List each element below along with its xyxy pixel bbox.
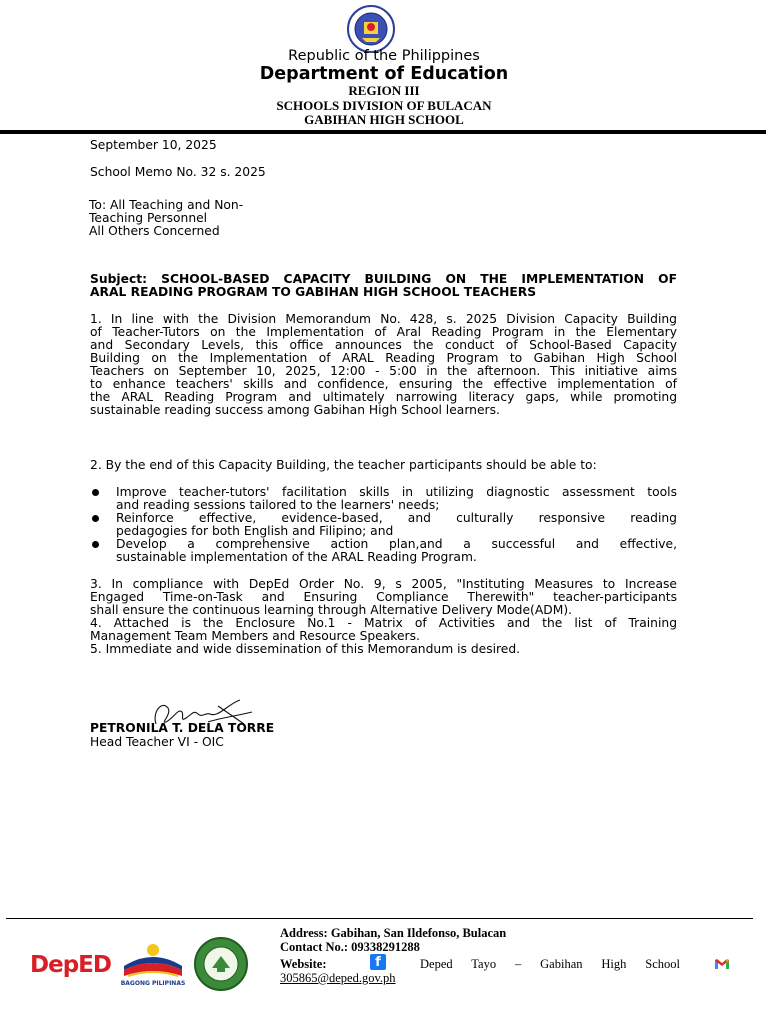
deped-seal-icon xyxy=(340,4,402,54)
contact-value: 09338291288 xyxy=(351,940,420,954)
memo-number: School Memo No. 32 s. 2025 xyxy=(90,165,266,179)
to-line-1: To: All Teaching and Non- xyxy=(89,198,244,212)
paragraph-3-line: 3. In compliance with DepEd Order No. 9, s 2005, "Instituting Measures to Increase xyxy=(90,577,677,591)
paragraph-4 xyxy=(90,617,677,643)
bullet-line: Reinforce effective, evidence-based, and culturally responsive reading xyxy=(116,511,677,525)
website-label: Website: xyxy=(280,957,327,971)
contact-label: Contact No.: xyxy=(280,940,349,954)
paragraph-1-line: the ARAL Reading Program and ultimately narrowing literacy gaps, while promoting xyxy=(90,390,677,404)
bullet-line: sustainable implementation of the ARAL Reading Program. xyxy=(116,550,477,564)
footer-address xyxy=(280,926,506,941)
paragraph-4-line: Management Team Members and Resource Speakers. xyxy=(90,629,420,643)
facebook-icon[interactable]: f xyxy=(370,954,386,970)
bullet-dot-icon xyxy=(92,515,99,522)
region-line: REGION III xyxy=(348,83,420,98)
bullet-line: and reading sessions tailored to the learners' needs; xyxy=(116,498,440,512)
paragraph-3-line: shall ensure the continuous learning through Alternative Delivery Mode(ADM). xyxy=(90,603,573,617)
department-title: Department of Education xyxy=(259,64,509,84)
paragraph-3 xyxy=(90,578,677,617)
bullet-item xyxy=(116,486,677,512)
paragraph-1 xyxy=(90,313,677,417)
paragraph-3-line: Engaged Time-on-Task and Ensuring Compliance Therewith" teacher-participants xyxy=(90,590,677,604)
bullet-item xyxy=(116,512,677,538)
email-link[interactable]: 305865@deped.gov.ph xyxy=(280,971,396,985)
gmail-icon[interactable] xyxy=(714,958,730,970)
division-line: SCHOOLS DIVISION OF BULACAN xyxy=(276,98,492,113)
to-line-2: Teaching Personnel xyxy=(89,211,208,225)
paragraph-1-line: 1. In line with the Division Memorandum No. 428, s. 2025 Division Capacity Building xyxy=(90,312,677,326)
paragraph-1-line: Building on the Implementation of ARAL Reading Program to Gabihan High School xyxy=(90,351,677,365)
paragraph-1-line: to enhance teachers' skills and confidence, ensuring the effective implementation of xyxy=(90,377,677,391)
bullet-dot-icon xyxy=(92,489,99,496)
bullet-line: pedagogies for both English and Filipino; and xyxy=(116,524,394,538)
to-line-3: All Others Concerned xyxy=(89,224,220,238)
facebook-page-link[interactable]: Deped Tayo – Gabihan High School xyxy=(420,957,680,971)
signatory-title: Head Teacher VI - OIC xyxy=(90,735,224,749)
memo-date: September 10, 2025 xyxy=(90,138,217,152)
bagong-pilipinas-text: BAGONG PILIPINAS xyxy=(120,980,186,987)
paragraph-1-line: and Secondary Levels, this office announces the conduct of School-Based Capacity xyxy=(90,338,677,352)
footer-contact xyxy=(280,940,420,955)
bullet-line: Develop a comprehensive action plan,and a successful and effective, xyxy=(116,537,677,551)
subject xyxy=(90,273,677,299)
subject-text-2: ARAL READING PROGRAM TO GABIHAN HIGH SCHOOL TEACHERS xyxy=(90,285,537,299)
paragraph-1-line: Teachers on September 10, 2025, 12:00 - 5:00 in the afternoon. This initiative aims xyxy=(90,364,677,378)
bullet-line: Improve teacher-tutors' facilitation skills in utilizing diagnostic assessment tools xyxy=(116,485,677,499)
bullet-dot-icon xyxy=(92,541,99,548)
paragraph-1-line: sustainable reading success among Gabihan High School learners. xyxy=(90,403,500,417)
deped-logo-text: DepED xyxy=(30,952,111,978)
paragraph-5: 5. Immediate and wide dissemination of this Memorandum is desired. xyxy=(90,642,521,656)
paragraph-1-line: of Teacher-Tutors on the Implementation of Aral Reading Program in the Elementary xyxy=(90,325,677,339)
address-value: Gabihan, San Ildefonso, Bulacan xyxy=(330,926,507,940)
footer-website-label xyxy=(280,957,327,972)
address-label: Address: xyxy=(280,926,328,940)
school-seal-icon xyxy=(188,936,254,992)
school-line: GABIHAN HIGH SCHOOL xyxy=(304,112,464,127)
header-divider xyxy=(0,130,766,134)
bullet-item xyxy=(116,538,677,564)
subject-text-1: : SCHOOL-BASED CAPACITY BUILDING ON THE IMPLEMENTATION OF xyxy=(142,272,677,286)
signatory-name: PETRONILA T. DELA TORRE xyxy=(90,721,275,735)
republic-line: Republic of the Philippines xyxy=(288,48,480,64)
paragraph-2: 2. By the end of this Capacity Building, the teacher participants should be able to: xyxy=(90,458,597,472)
deped-logo xyxy=(30,952,111,978)
subject-label: Subject xyxy=(90,272,143,286)
paragraph-4-line: 4. Attached is the Enclosure No.1 - Matrix of Activities and the list of Training xyxy=(90,616,677,630)
footer-divider xyxy=(6,918,753,919)
